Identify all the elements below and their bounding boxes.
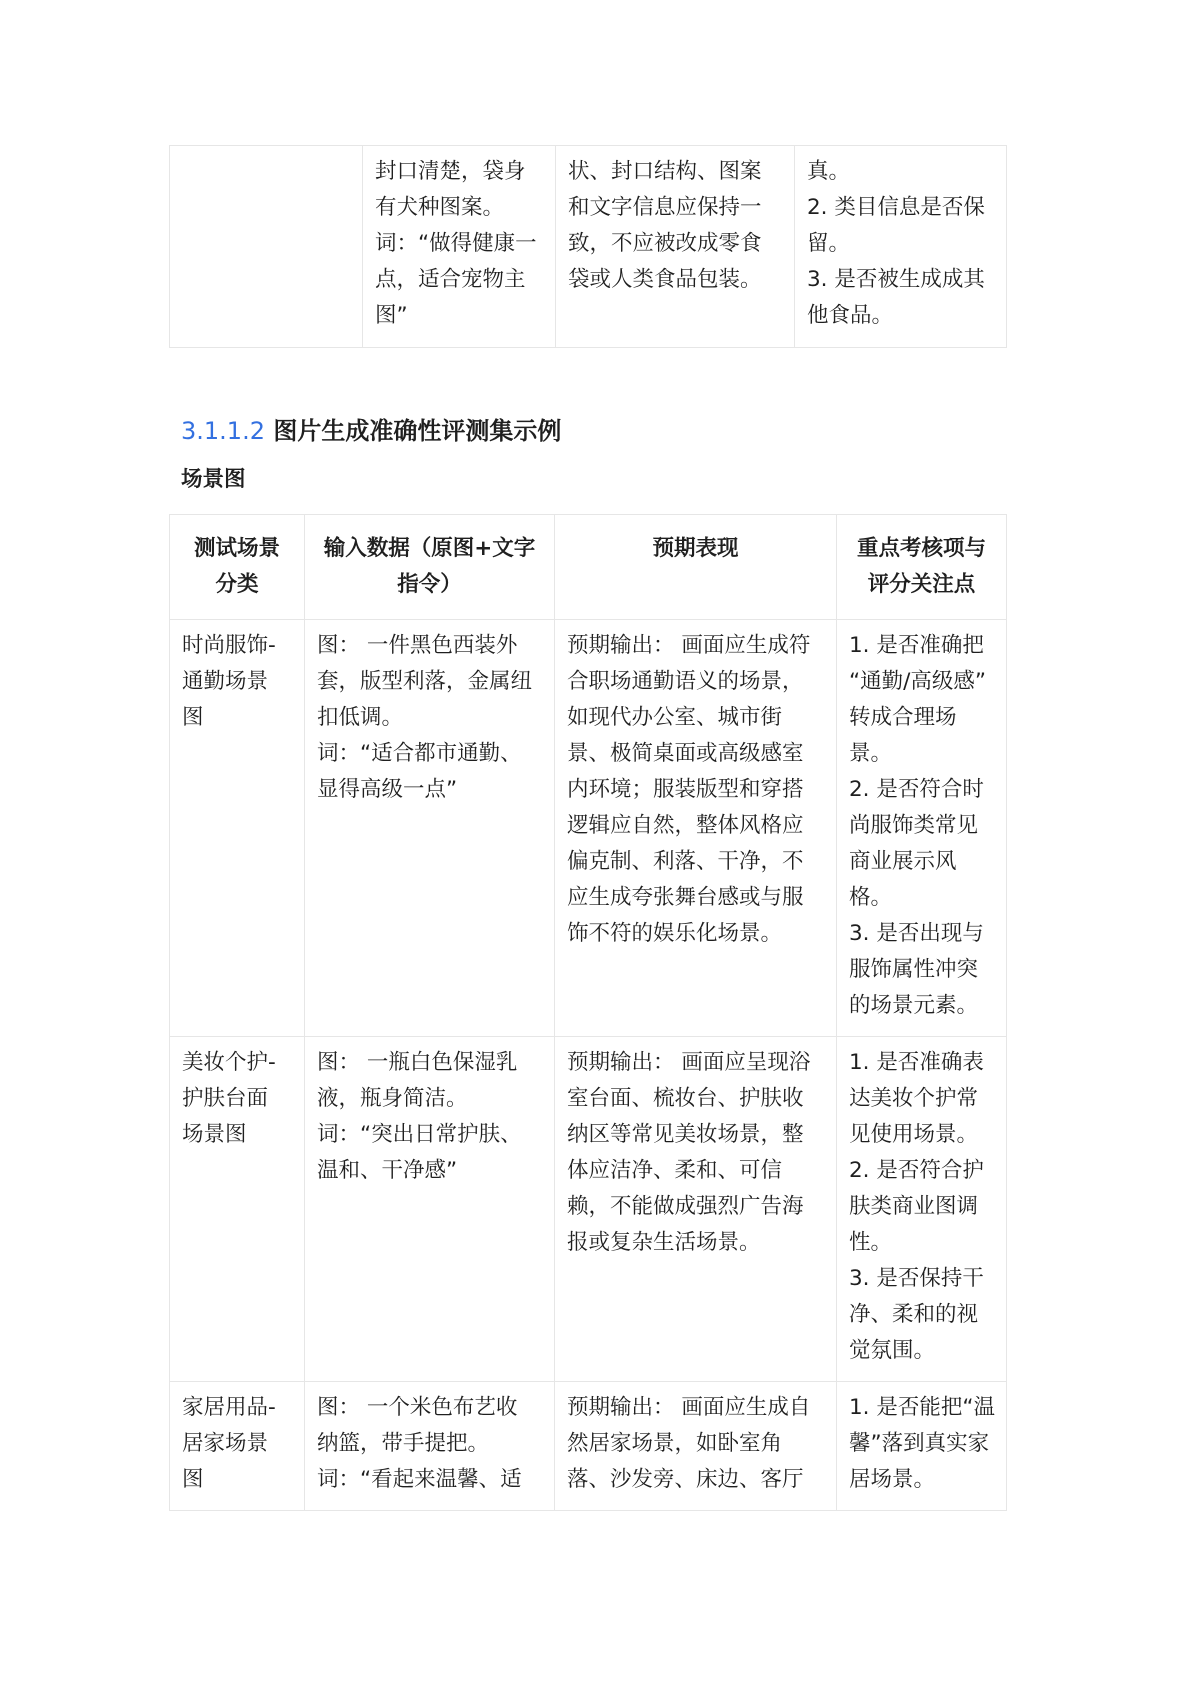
table-cell <box>555 1037 837 1382</box>
cell-text-line: 护肤台面 <box>182 1086 269 1111</box>
cell-text-line: 图： 一个米色布艺收 <box>317 1395 518 1420</box>
cell-text-line: 净、柔和的视 <box>849 1302 979 1327</box>
cell-text-line: 逻辑应自然，整体风格应 <box>567 813 804 838</box>
cell-text-line: 饰不符的娱乐化场景。 <box>567 921 783 946</box>
cell-text-line: 体应洁净、柔和、可信 <box>567 1158 783 1183</box>
cell-text-line: 然居家场景，如卧室角 <box>567 1431 783 1456</box>
cell-text-line: 3. 是否保持干 <box>849 1266 984 1291</box>
table-cell <box>305 620 555 1037</box>
cell-text-line: 景、极简桌面或高级感室 <box>567 741 804 766</box>
cell-text-line: 图： 一瓶白色保湿乳 <box>317 1050 518 1075</box>
cell-text-line: 温和、干净感” <box>317 1158 458 1183</box>
cell-text-line: 液，瓶身简洁。 <box>317 1086 468 1111</box>
cell-text-line: 2. 是否符合时 <box>849 777 984 802</box>
continuation-table <box>169 145 1007 348</box>
cell-text-line: 纳区等常见美妆场景，整 <box>567 1122 804 1147</box>
table-cell <box>555 620 837 1037</box>
cell-text-line: 达美妆个护常 <box>849 1086 979 1111</box>
table-row <box>170 620 1007 1037</box>
section-title: 图片生成准确性评测集示例 <box>273 417 562 445</box>
header-text-line: 分类 <box>215 572 259 597</box>
cell-text-line: 居家场景 <box>182 1431 269 1456</box>
cell-text-line: 预期输出： 画面应生成符 <box>567 633 811 658</box>
cell-text-line: 合职场通勤语义的场景， <box>567 669 804 694</box>
header-cell-criteria <box>837 515 1007 620</box>
table-header-row <box>170 515 1007 620</box>
cell-text-line: 室台面、梳妆台、护肤收 <box>567 1086 804 1111</box>
header-text-line: 输入数据（原图+文字 <box>323 536 536 561</box>
table-cell <box>556 146 795 348</box>
cell-text-line: 性。 <box>849 1230 893 1255</box>
cell-text-line: 肤类商业图调 <box>849 1194 979 1219</box>
cell-text-line: 商业展示风 <box>849 849 957 874</box>
table-cell <box>837 620 1007 1037</box>
cell-text-line: 他食品。 <box>807 303 894 328</box>
cell-text-line: 留。 <box>807 231 851 256</box>
cell-text-line: 2. 类目信息是否保 <box>807 195 985 220</box>
cell-text-line: 显得高级一点” <box>317 777 458 802</box>
subheading: 场景图 <box>181 467 246 492</box>
table-row <box>170 1037 1007 1382</box>
cell-text-line: 景。 <box>849 741 893 766</box>
table-cell <box>170 620 305 1037</box>
table-cell <box>170 1382 305 1511</box>
header-text-line: 指令） <box>397 572 462 597</box>
cell-text-line: 转成合理场 <box>849 705 957 730</box>
cell-text-line: 居场景。 <box>849 1467 936 1492</box>
cell-text-line: 和文字信息应保持一 <box>568 195 762 220</box>
cell-text-line: 真。 <box>807 159 851 184</box>
header-cell-input <box>305 515 555 620</box>
cell-text-line: 套，版型利落，金属纽 <box>317 669 533 694</box>
cell-text-line: 见使用场景。 <box>849 1122 979 1147</box>
table-cell <box>305 1382 555 1511</box>
table-cell <box>305 1037 555 1382</box>
cell-text-line: 内环境；服装版型和穿搭 <box>567 777 804 802</box>
cell-text-line: 图 <box>182 705 204 730</box>
cell-text-line: 图： 一件黑色西装外 <box>317 633 518 658</box>
cell-text-line: 场景图 <box>182 1122 247 1147</box>
cell-text-line: 扣低调。 <box>317 705 404 730</box>
table-cell <box>795 146 1007 348</box>
cell-text-line: 状、封口结构、图案 <box>568 159 762 184</box>
table-cell <box>837 1037 1007 1382</box>
table-cell <box>170 146 363 348</box>
cell-text-line: 预期输出： 画面应呈现浴 <box>567 1050 811 1075</box>
cell-text-line: 3. 是否被生成成其 <box>807 267 985 292</box>
cell-text-line: 词：“突出日常护肤、 <box>317 1122 522 1147</box>
header-cell-expected <box>555 515 837 620</box>
table-cell <box>837 1382 1007 1511</box>
header-text-line: 评分关注点 <box>867 572 976 597</box>
cell-text-line: 词：“做得健康一 <box>375 231 537 256</box>
cell-text-line: 封口清楚，袋身 <box>375 159 526 184</box>
cell-text-line: 如现代办公室、城市街 <box>567 705 783 730</box>
cell-text-line: 纳篮，带手提把。 <box>317 1431 490 1456</box>
cell-text-line: 落、沙发旁、床边、客厅 <box>567 1467 804 1492</box>
cell-text-line: 预期输出： 画面应生成自 <box>567 1395 811 1420</box>
cell-text-line: 服饰属性冲突 <box>849 957 979 982</box>
cell-text-line: 致，不应被改成零食 <box>568 231 762 256</box>
cell-text-line: 美妆个护- <box>182 1050 276 1075</box>
section-heading <box>181 414 561 448</box>
cell-text-line: 点，适合宠物主 <box>375 267 526 292</box>
table-row <box>170 146 1007 348</box>
cell-text-line: 尚服饰类常见 <box>849 813 979 838</box>
header-text-line: 测试场景 <box>193 536 280 561</box>
section-number: 3.1.1.2 <box>181 417 265 445</box>
cell-text-line: 偏克制、利落、干净，不 <box>567 849 804 874</box>
cell-text-line: 馨”落到真实家 <box>849 1431 990 1456</box>
cell-text-line: 报或复杂生活场景。 <box>567 1230 761 1255</box>
cell-text-line: 1. 是否能把“温 <box>849 1395 995 1420</box>
table-cell <box>555 1382 837 1511</box>
header-text-line: 重点考核项与 <box>856 536 986 561</box>
cell-text-line: “通勤/高级感” <box>849 669 987 694</box>
header-text-line: 预期表现 <box>652 536 739 561</box>
table-cell <box>170 1037 305 1382</box>
table-row <box>170 1382 1007 1511</box>
cell-text-line: 家居用品- <box>182 1395 276 1420</box>
cell-text-line: 赖，不能做成强烈广告海 <box>567 1194 804 1219</box>
cell-text-line: 词：“适合都市通勤、 <box>317 741 522 766</box>
cell-text-line: 有犬种图案。 <box>375 195 505 220</box>
cell-text-line: 词：“看起来温馨、适 <box>317 1467 522 1492</box>
cell-text-line: 的场景元素。 <box>849 993 979 1018</box>
cell-text-line: 1. 是否准确表 <box>849 1050 984 1075</box>
cell-text-line: 通勤场景 <box>182 669 269 694</box>
cell-text-line: 格。 <box>849 885 893 910</box>
cell-text-line: 袋或人类食品包装。 <box>568 267 762 292</box>
cell-text-line: 图 <box>182 1467 204 1492</box>
cell-text-line: 应生成夸张舞台感或与服 <box>567 885 804 910</box>
cell-text-line: 2. 是否符合护 <box>849 1158 984 1183</box>
cell-text-line: 时尚服饰- <box>182 633 276 658</box>
header-cell-category <box>170 515 305 620</box>
cell-text-line: 3. 是否出现与 <box>849 921 984 946</box>
cell-text-line: 1. 是否准确把 <box>849 633 984 658</box>
scene-image-table <box>169 514 1007 1511</box>
cell-text-line: 图” <box>375 303 408 328</box>
cell-text-line: 觉氛围。 <box>849 1338 936 1363</box>
table-cell <box>363 146 556 348</box>
